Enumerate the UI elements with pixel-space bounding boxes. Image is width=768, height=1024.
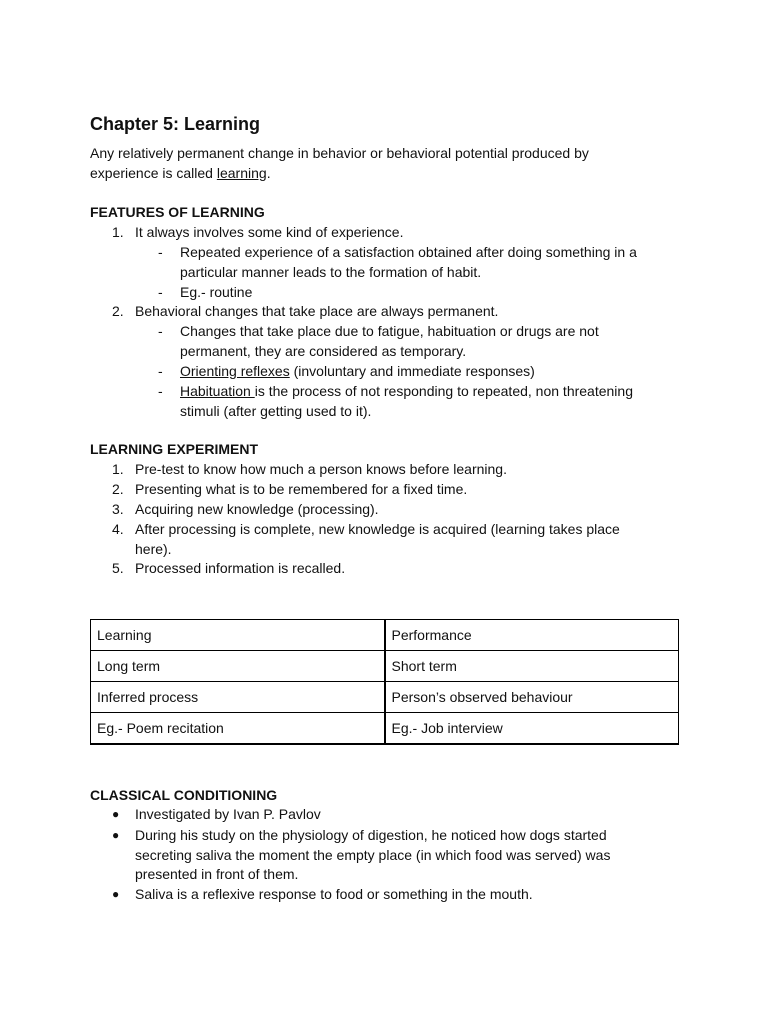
experiment-step-text: Presenting what is to be remembered for a fixed time. [135, 481, 468, 497]
experiment-number: 5. [112, 560, 124, 576]
table-row [91, 682, 679, 713]
page-title: Chapter 5: Learning [90, 114, 261, 134]
sub-item-text: is the process of not responding to repeated, non threatening [254, 383, 633, 399]
classical-heading: CLASSICAL CONDITIONING [90, 787, 278, 803]
experiment-step-text: Pre-test to know how much a person knows before learning. [135, 461, 507, 477]
table-cell: Person’s observed behaviour [385, 682, 679, 713]
feature-item-text: It always involves some kind of experience. [135, 224, 404, 240]
sub-item-dash: - [158, 284, 163, 300]
experiment-step-text: Acquiring new knowledge (processing). [135, 501, 379, 517]
sub-item-text: (involuntary and immediate responses) [289, 363, 535, 379]
learning-performance-table [90, 619, 679, 745]
sub-item-dash: - [158, 244, 163, 260]
experiment-heading: LEARNING EXPERIMENT [90, 441, 259, 457]
experiment-step-text: here). [135, 541, 172, 557]
classical-item-text: Saliva is a reflexive response to food or something in the mouth. [135, 886, 533, 902]
experiment-step-text: Processed information is recalled. [135, 560, 346, 576]
table-row [91, 713, 679, 744]
table-cell: Learning [91, 620, 385, 651]
intro-term-learning: learning [216, 165, 267, 181]
experiment-number: 2. [112, 481, 124, 497]
sub-item-dash: - [158, 363, 163, 379]
sub-item-dash: - [158, 383, 163, 399]
intro-paragraph [90, 143, 650, 183]
experiment-number: 1. [112, 461, 124, 477]
classical-item-text: presented in front of them. [135, 866, 299, 882]
term-orienting-reflexes: Orienting reflexes [180, 363, 290, 379]
table-cell: Performance [385, 620, 679, 651]
classical-item-text: Investigated by Ivan P. Pavlov [135, 806, 321, 822]
sub-item-text: stimuli (after getting used to it). [180, 403, 372, 419]
intro-text: Any relatively permanent change in behavior or behavioral potential produced by experience is called [90, 145, 589, 181]
table-cell: Eg.- Poem recitation [91, 713, 385, 744]
sub-item-text: Repeated experience of a satisfaction obtained after doing something in a [180, 244, 637, 260]
sub-item-text: particular manner leads to the formation of habit. [180, 264, 482, 280]
sub-item-text: permanent, they are considered as temporary. [180, 343, 467, 359]
sub-item-text: Changes that take place due to fatigue, habituation or drugs are not [180, 323, 599, 339]
features-heading: FEATURES OF LEARNING [90, 204, 265, 220]
table-cell: Inferred process [91, 682, 385, 713]
feature-number: 2. [112, 303, 124, 319]
intro-period: . [266, 165, 271, 181]
classical-item-text: During his study on the physiology of digestion, he noticed how dogs started [135, 827, 607, 843]
bullet-icon: ● [112, 828, 120, 842]
bullet-icon: ● [112, 807, 120, 821]
table-cell: Eg.- Job interview [385, 713, 679, 744]
table-row [91, 651, 679, 682]
feature-number: 1. [112, 224, 124, 240]
table-cell: Short term [385, 651, 679, 682]
term-habituation: Habituation [180, 383, 255, 399]
table-row [91, 620, 679, 651]
bullet-icon: ● [112, 887, 120, 901]
sub-item-text: Eg.- routine [180, 284, 253, 300]
sub-item-orienting [180, 361, 535, 381]
table-cell: Long term [91, 651, 385, 682]
experiment-number: 4. [112, 521, 124, 537]
experiment-number: 3. [112, 501, 124, 517]
sub-item-habituation [180, 381, 633, 401]
sub-item-dash: - [158, 323, 163, 339]
feature-item-text: Behavioral changes that take place are always permanent. [135, 303, 499, 319]
classical-item-text: secreting saliva the moment the empty place (in which food was served) was [135, 847, 611, 863]
experiment-step-text: After processing is complete, new knowledge is acquired (learning takes place [135, 521, 620, 537]
